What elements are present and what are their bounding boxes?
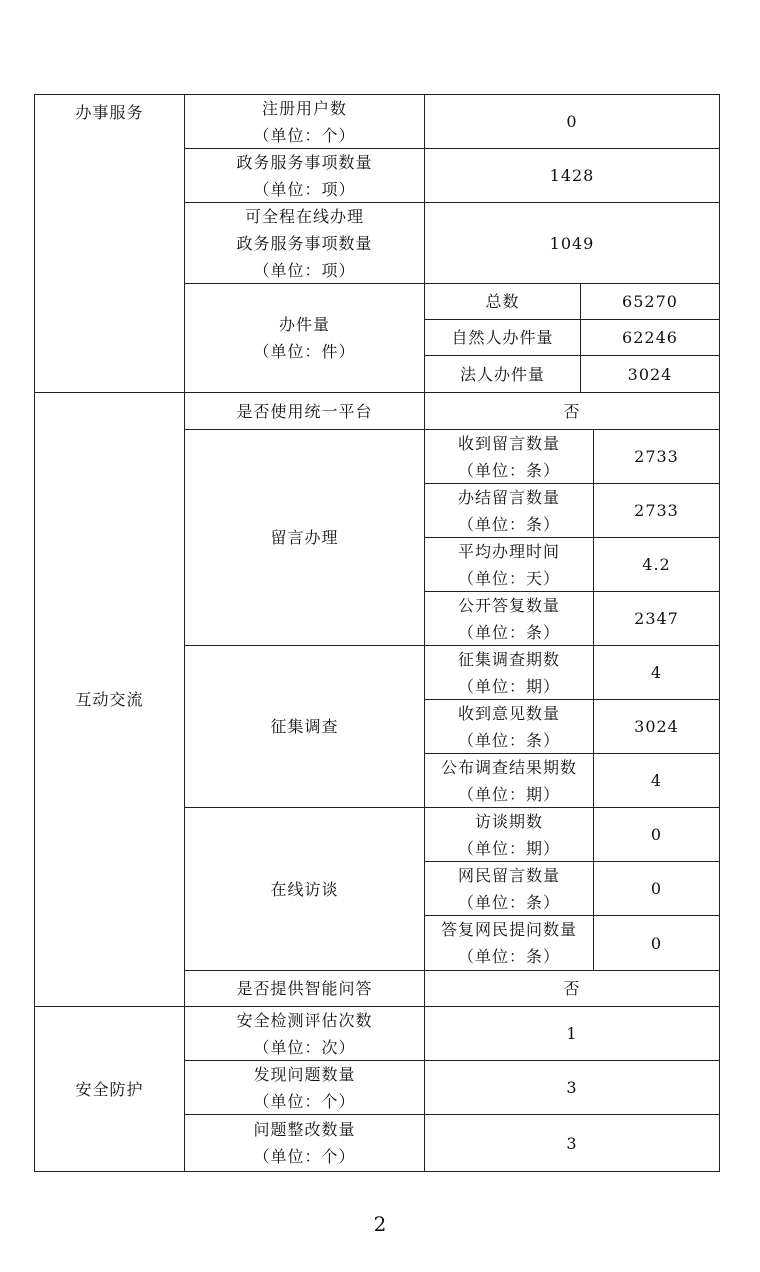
row-label-unified-platform: 是否使用统一平台 <box>185 393 425 430</box>
sub-label-cases-total: 总数 <box>425 284 581 320</box>
sub-label-cases-legal: 法人办件量 <box>425 356 581 393</box>
sub-label-survey-results: 公布调查结果期数 （单位：期） <box>425 754 594 808</box>
value-messages-public: 2347 <box>594 592 719 646</box>
value-unified-platform: 否 <box>425 393 719 430</box>
section-interaction <box>35 393 185 1007</box>
sub-label-messages-public: 公开答复数量 （单位：条） <box>425 592 594 646</box>
value-interview-replies: 0 <box>594 916 719 971</box>
value-messages-received: 2733 <box>594 430 719 484</box>
row-label-smart-qa: 是否提供智能问答 <box>185 971 425 1007</box>
statistics-table <box>34 94 720 1172</box>
value-survey-results: 4 <box>594 754 719 808</box>
sub-label-survey-opinions: 收到意见数量 （单位：条） <box>425 700 594 754</box>
section-security <box>35 1007 185 1171</box>
sub-label-messages-avg-time: 平均办理时间 （单位：天） <box>425 538 594 592</box>
sub-label-interview-messages: 网民留言数量 （单位：条） <box>425 862 594 916</box>
value-security-found: 3 <box>425 1061 719 1115</box>
row-label-registered-users: 注册用户数 （单位：个） <box>185 95 425 149</box>
value-cases-legal: 3024 <box>581 356 719 393</box>
value-registered-users: 0 <box>425 95 719 149</box>
section-service <box>35 95 185 393</box>
value-interview-periods: 0 <box>594 808 719 862</box>
value-security-fixed: 3 <box>566 1133 578 1153</box>
sub-label-messages-closed: 办结留言数量 （单位：条） <box>425 484 594 538</box>
row-label-cases: 办件量 （单位：件） <box>185 284 425 393</box>
row-label-security-fixed: 问题整改数量 （单位：个） <box>185 1115 425 1171</box>
value-security-tests: 1 <box>425 1007 719 1061</box>
page-number: 2 <box>373 1212 387 1236</box>
group-label-survey: 征集调查 <box>185 646 425 808</box>
value-messages-closed: 2733 <box>594 484 719 538</box>
section-interaction-label: 互动交流 <box>75 690 144 709</box>
section-security-label: 安全防护 <box>75 1079 144 1099</box>
value-smart-qa: 否 <box>425 971 719 1007</box>
value-online-items: 1049 <box>425 203 719 284</box>
sub-label-interview-replies: 答复网民提问数量 （单位：条） <box>425 916 594 971</box>
section-service-label: 办事服务 <box>75 103 144 122</box>
sub-label-survey-periods: 征集调查期数 （单位：期） <box>425 646 594 700</box>
row-label-service-items: 政务服务事项数量 （单位：项） <box>185 149 425 203</box>
value-cases-natural: 62246 <box>581 320 719 356</box>
group-label-messages: 留言办理 <box>185 430 425 646</box>
row-label-security-tests: 安全检测评估次数 （单位：次） <box>185 1007 425 1061</box>
value-survey-periods: 4 <box>594 646 719 700</box>
group-label-interview: 在线访谈 <box>185 808 425 971</box>
value-cases-total: 65270 <box>581 284 719 320</box>
value-service-items: 1428 <box>425 149 719 203</box>
row-label-security-found: 发现问题数量 （单位：个） <box>185 1061 425 1115</box>
sub-label-interview-periods: 访谈期数 （单位：期） <box>425 808 594 862</box>
sub-label-messages-received: 收到留言数量 （单位：条） <box>425 430 594 484</box>
row-label-online-items: 可全程在线办理 政务服务事项数量 （单位：项） <box>185 203 425 284</box>
sub-label-cases-natural: 自然人办件量 <box>425 320 581 356</box>
value-messages-avg-time: 4.2 <box>594 538 719 592</box>
value-interview-messages: 0 <box>594 862 719 916</box>
value-survey-opinions: 3024 <box>594 700 719 754</box>
